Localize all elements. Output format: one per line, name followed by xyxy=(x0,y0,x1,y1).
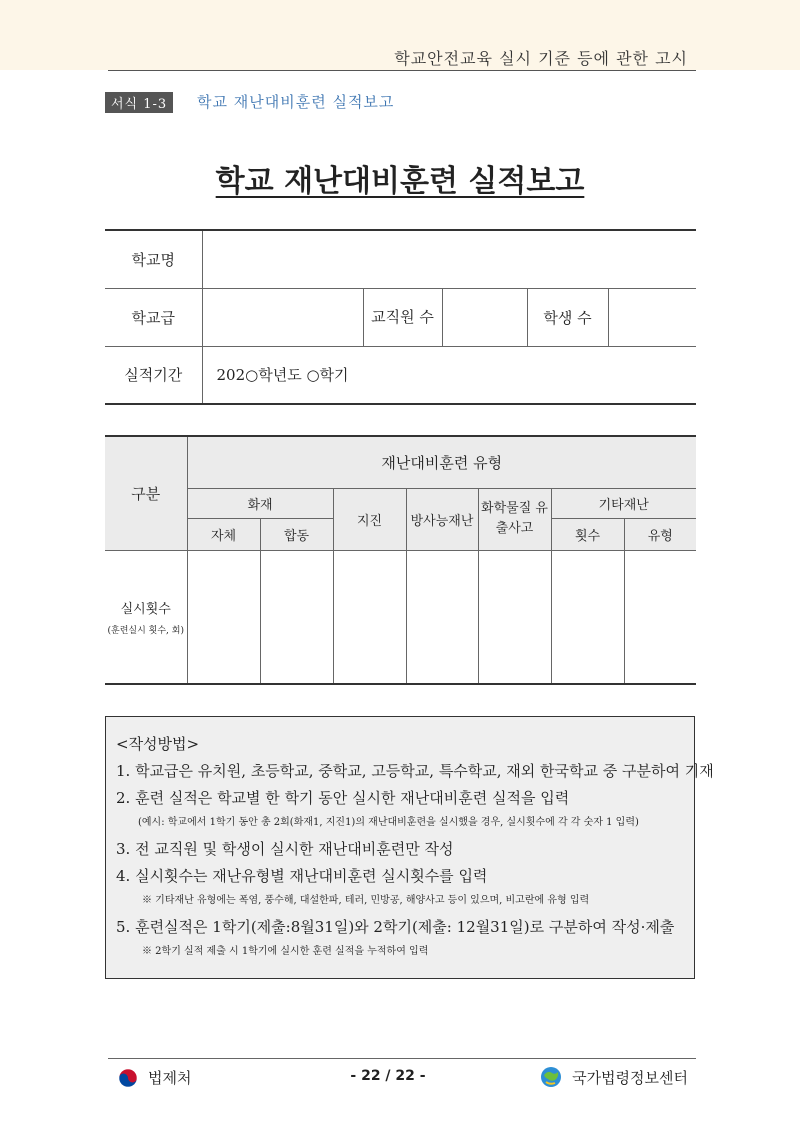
form-label: 학교 재난대비훈련 실적보고 xyxy=(197,93,395,111)
fire-joint-header: 합동 xyxy=(260,518,333,550)
instruction-item-4-note: ※ 기타재난 유형에는 폭염, 풍수해, 대설한파, 테러, 민방공, 해양사고 등이 있으며, 비고란에 유형 입력 xyxy=(142,895,590,906)
instruction-item-2: 2. 훈련 실적은 학교별 한 학기 동안 실시한 재난대비훈련 실적을 입력 xyxy=(116,789,570,807)
fire-self-count-field[interactable] xyxy=(187,550,260,684)
header-divider xyxy=(108,70,696,71)
staff-count-field[interactable] xyxy=(442,288,527,346)
fire-self-header: 자체 xyxy=(187,518,260,550)
period-field[interactable]: 202○학년도 ○학기 xyxy=(202,346,696,404)
instruction-item-2-note: (예시: 학교에서 1학기 동안 총 2회(화재1, 지진1)의 재난대비훈련을 실시했을 경우, 실시횟수에 각 각 숫자 1 입력) xyxy=(138,817,639,828)
staff-count-label: 교직원 수 xyxy=(363,288,442,346)
instruction-item-3: 3. 전 교직원 및 학생이 실시한 재난대비훈련만 작성 xyxy=(116,840,454,858)
category-header: 구분 xyxy=(105,436,187,550)
radiation-count-field[interactable] xyxy=(406,550,478,684)
footer-source xyxy=(540,1066,688,1088)
period-label: 실적기간 xyxy=(105,346,202,404)
other-type-field[interactable] xyxy=(624,550,696,684)
document-title xyxy=(0,156,800,200)
form-number-badge: 서식 1-3 xyxy=(105,92,173,113)
instructions-heading: <작성방법> xyxy=(116,735,200,753)
instruction-item-5-note: ※ 2학기 실적 제출 시 1학기에 실시한 훈련 실적을 누적하여 입력 xyxy=(142,946,429,957)
row-label: 실시횟수 xyxy=(120,601,171,617)
other-count-header: 횟수 xyxy=(551,518,624,550)
instruction-item-5: 5. 훈련실적은 1학기(제출:8월31일)와 2학기(제출: 12월31일)로 구분하여 작성·제출 xyxy=(116,918,675,936)
globe-logo-icon xyxy=(540,1066,562,1088)
school-level-label: 학교급 xyxy=(105,288,202,346)
footer-right-text: 국가법령정보센터 xyxy=(572,1068,688,1087)
row-note: (훈련실시 횟수, 회) xyxy=(107,625,184,636)
footer-left-text: 법제처 xyxy=(148,1069,192,1087)
training-type-header: 재난대비훈련 유형 xyxy=(187,436,696,488)
other-count-field[interactable] xyxy=(551,550,624,684)
earthquake-count-field[interactable] xyxy=(333,550,406,684)
earthquake-header: 지진 xyxy=(333,488,406,550)
fire-joint-count-field[interactable] xyxy=(260,550,333,684)
radiation-header: 방사능재난 xyxy=(406,488,478,550)
page-number: - 22 / 22 - xyxy=(350,1068,426,1084)
student-count-field[interactable] xyxy=(608,288,696,346)
instructions-box xyxy=(105,716,714,979)
training-record-table xyxy=(105,435,696,685)
row-label-cell xyxy=(105,550,187,684)
school-level-field[interactable] xyxy=(202,288,363,346)
student-count-label: 학생 수 xyxy=(527,288,608,346)
school-name-label: 학교명 xyxy=(105,230,202,288)
other-disaster-header: 기타재난 xyxy=(551,488,696,518)
document-title-text: 학교 재난대비훈련 실적보고 xyxy=(215,164,585,199)
fire-header: 화재 xyxy=(187,488,333,518)
school-name-field[interactable] xyxy=(202,230,696,288)
school-info-table xyxy=(105,229,696,405)
footer-divider xyxy=(108,1058,696,1059)
other-type-header: 유형 xyxy=(624,518,696,550)
instruction-item-4: 4. 실시횟수는 재난유형별 재난대비훈련 실시횟수를 입력 xyxy=(116,867,488,885)
chemical-count-field[interactable] xyxy=(478,550,551,684)
instruction-item-1: 1. 학교급은 유치원, 초등학교, 중학교, 고등학교, 특수학교, 재외 한국학교 중 구분하여 기재 xyxy=(116,762,714,780)
chemical-header: 화학물질 유출사고 xyxy=(478,488,551,550)
header-title: 학교안전교육 실시 기준 등에 관한 고시 xyxy=(394,49,688,68)
